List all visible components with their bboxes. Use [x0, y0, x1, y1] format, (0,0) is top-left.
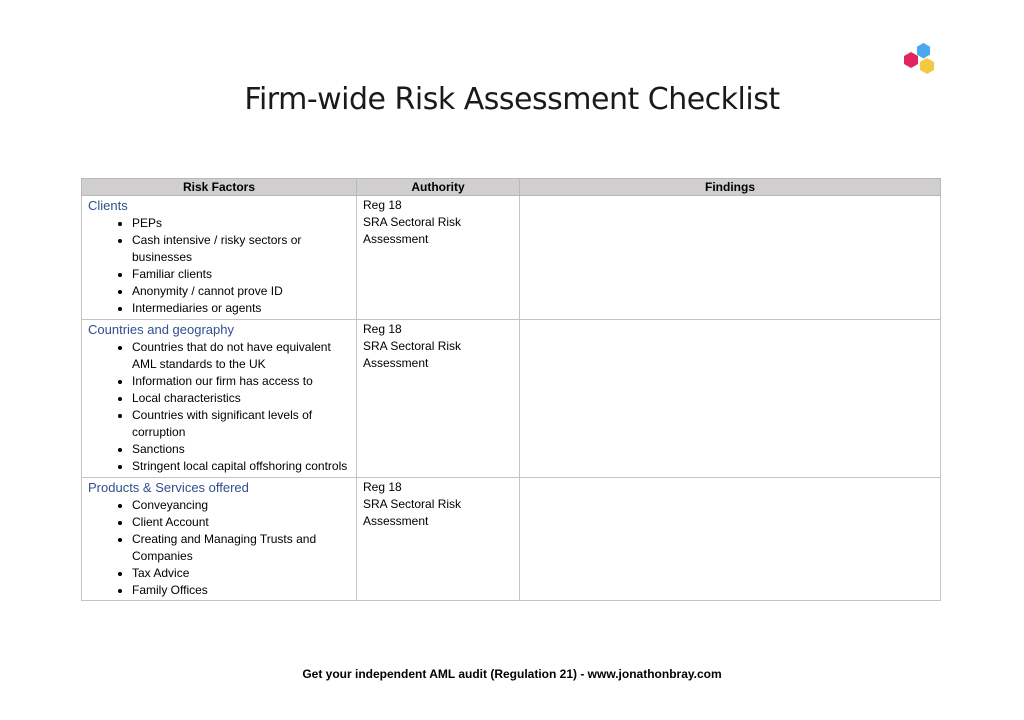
page-title: Firm-wide Risk Assessment Checklist	[244, 82, 780, 117]
list-item: • Creating and Managing Trusts and Companies	[132, 531, 350, 565]
footer-text: Get your independent AML audit (Regulation 21) - www.jonathonbray.com	[302, 667, 722, 681]
list-item: • Cash intensive / risky sectors or businesses	[132, 232, 350, 266]
findings-cell[interactable]	[520, 196, 941, 320]
authority-line: SRA Sectoral Risk Assessment	[363, 339, 462, 370]
hexagon-cluster-logo-icon	[900, 40, 944, 82]
authority-cell	[357, 320, 520, 478]
findings-cell[interactable]	[520, 478, 941, 601]
authority-line: SRA Sectoral Risk Assessment	[363, 497, 462, 528]
authority-line: SRA Sectoral Risk Assessment	[363, 215, 462, 246]
list-item: • Countries with significant levels of corruption	[132, 407, 350, 441]
list-item: • Stringent local capital offshoring controls	[132, 458, 350, 475]
list-item: • Tax Advice	[132, 565, 350, 582]
list-item: • Familiar clients	[132, 266, 350, 283]
header-findings: Findings	[520, 179, 941, 196]
risk-factors-cell	[82, 196, 357, 320]
category-heading: Products & Services offered	[88, 480, 249, 495]
category-heading: Clients	[88, 198, 128, 213]
list-item: • Intermediaries or agents	[132, 300, 350, 317]
risk-factors-cell	[82, 478, 357, 601]
risk-factor-list	[88, 497, 350, 599]
authority-cell	[357, 478, 520, 601]
list-item: • Client Account	[132, 514, 350, 531]
header-authority: Authority	[357, 179, 520, 196]
authority-line: Reg 18	[363, 480, 402, 494]
authority-cell	[357, 196, 520, 320]
table-row	[82, 196, 941, 320]
list-item: • Sanctions	[132, 441, 350, 458]
risk-checklist-table	[81, 178, 941, 601]
table-row	[82, 320, 941, 478]
list-item: • Countries that do not have equivalent AML standards to the UK	[132, 339, 350, 373]
authority-line: Reg 18	[363, 322, 402, 336]
risk-factors-cell	[82, 320, 357, 478]
list-item: • Information our firm has access to	[132, 373, 350, 390]
category-heading: Countries and geography	[88, 322, 234, 337]
list-item: • PEPs	[132, 215, 350, 232]
risk-factor-list	[88, 339, 350, 475]
list-item: • Conveyancing	[132, 497, 350, 514]
risk-factor-list	[88, 215, 350, 317]
list-item: • Family Offices	[132, 582, 350, 599]
table-row	[82, 478, 941, 601]
header-risk-factors: Risk Factors	[82, 179, 357, 196]
list-item: • Anonymity / cannot prove ID	[132, 283, 350, 300]
list-item: • Local characteristics	[132, 390, 350, 407]
findings-cell[interactable]	[520, 320, 941, 478]
authority-line: Reg 18	[363, 198, 402, 212]
